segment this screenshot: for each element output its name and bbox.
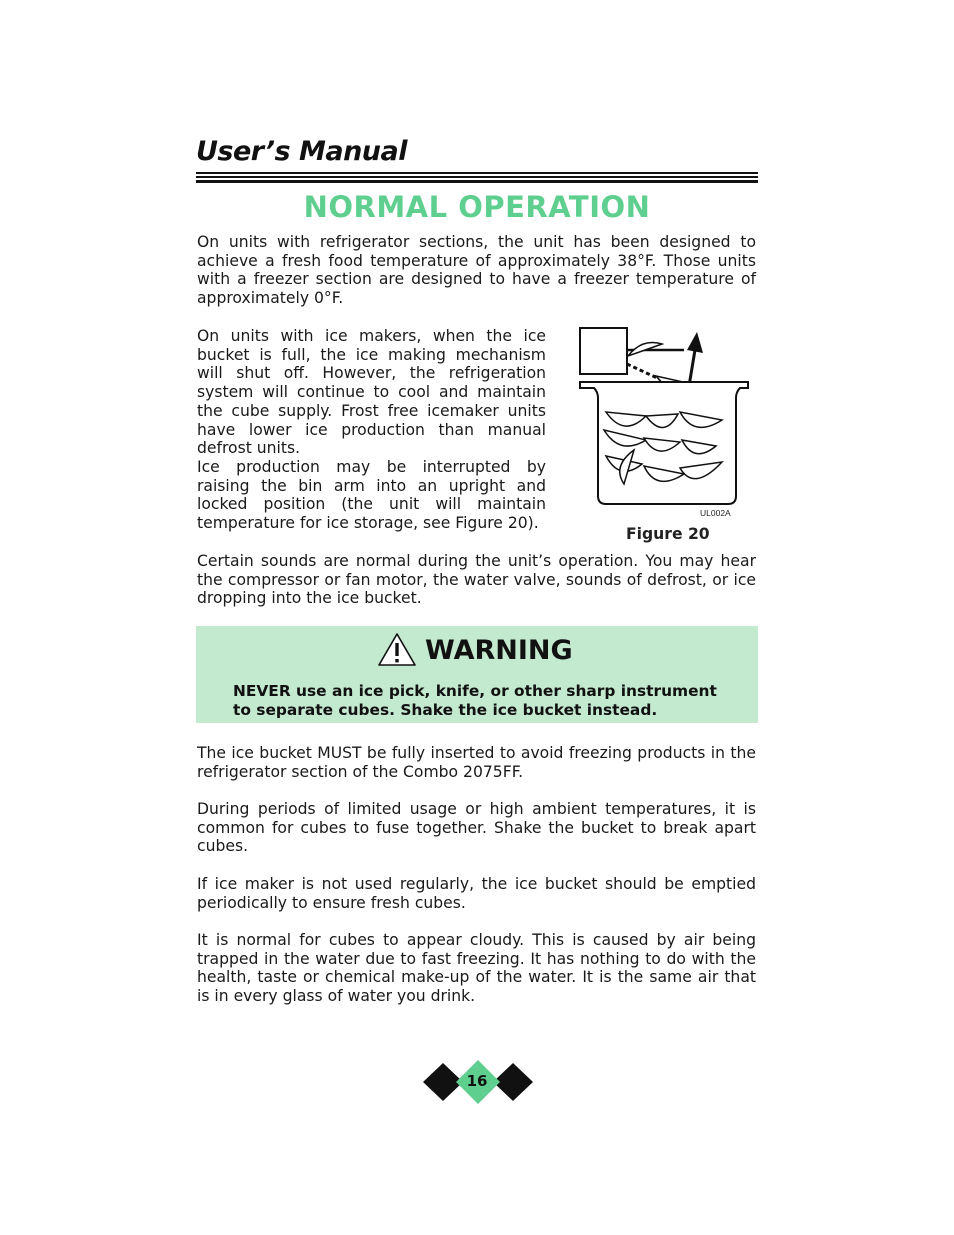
manual-title: User’s Manual <box>196 136 407 167</box>
paragraph-ice-makers: On units with ice makers, when the ice bucket is full, the ice making mechanism will shut off. However, the refrigeration system will continue to cool and maintain the cube supply. Frost free icemaker units have lower ice production than manual defrost units. <box>197 327 546 458</box>
header-rule-thin-1 <box>196 172 758 174</box>
page-number: 16 <box>466 1072 488 1090</box>
warning-triangle-icon <box>377 632 417 668</box>
warning-title: WARNING <box>425 634 573 666</box>
ice-bucket-figure <box>576 326 754 508</box>
paragraph-sounds: Certain sounds are normal during the unit’s operation. You may hear the compressor or fan motor, the water valve, sounds of defrost, or ice dropping into the ice bucket. <box>197 552 756 608</box>
header-rule-thick <box>196 180 758 183</box>
paragraph-bucket-inserted: The ice bucket MUST be fully inserted to avoid freezing products in the refrigerator section of the Combo 2075FF. <box>197 744 756 781</box>
header-rule-thin-2 <box>196 176 758 178</box>
paragraph-empty-bucket: If ice maker is not used regularly, the ice bucket should be emptied periodically to ensure fresh cubes. <box>197 875 756 912</box>
icemaker-block <box>580 328 627 374</box>
paragraph-bin-arm: Ice production may be interrupted by raising the bin arm into an upright and locked position (the unit will maintain temperature for ice storage, see Figure 20). <box>197 458 546 533</box>
paragraph-temperatures: On units with refrigerator sections, the unit has been designed to achieve a fresh food temperature of approximately 38°F. Those units with a freezer section are designed to have a freezer temperature of approximately 0°F. <box>197 233 756 308</box>
warning-header <box>377 632 573 668</box>
paragraph-cloudy-cubes: It is normal for cubes to appear cloudy. This is caused by air being trapped in the water due to fast freezing. It has nothing to do with the health, taste or chemical make-up of the water. It is the same air that is in every glass of water you drink. <box>197 931 756 1006</box>
figure-caption: Figure 20 <box>626 525 710 543</box>
figure-code: UL002A <box>700 508 731 518</box>
warning-text: NEVER use an ice pick, knife, or other sharp instrument to separate cubes. Shake the ice bucket instead. <box>233 682 717 719</box>
section-title: NORMAL OPERATION <box>303 190 651 224</box>
up-arrow-icon <box>687 332 703 353</box>
paragraph-fused-cubes: During periods of limited usage or high ambient temperatures, it is common for cubes to fuse together. Shake the bucket to break apart cubes. <box>197 800 756 856</box>
